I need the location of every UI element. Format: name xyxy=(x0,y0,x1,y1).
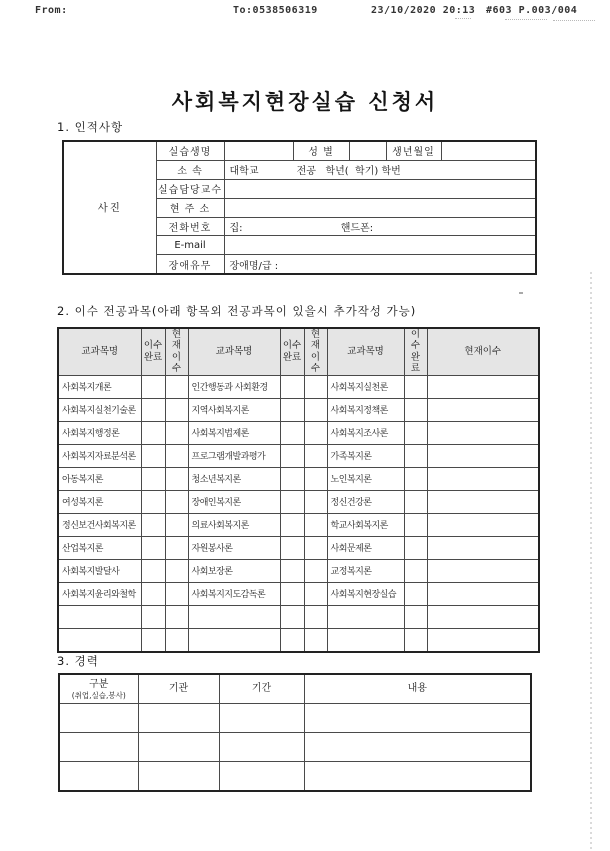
course-cell: 사회복지자료분석론 xyxy=(58,444,141,467)
gender-field xyxy=(349,141,386,160)
career-org-cell xyxy=(138,762,219,792)
personal-info-table xyxy=(62,140,537,275)
current-cell xyxy=(165,375,188,398)
current-cell xyxy=(165,398,188,421)
career-type-cell xyxy=(59,733,138,762)
completed-cell xyxy=(141,398,165,421)
subject-header: 교과목명 xyxy=(188,328,280,375)
course-cell: 프로그램개발과평가 xyxy=(188,444,280,467)
disability-label: 장애유무 xyxy=(156,255,224,274)
section3-heading: 3. 경력 xyxy=(57,654,99,668)
current-cell xyxy=(304,628,327,652)
completed-courses-table xyxy=(57,327,540,653)
subject-header: 교과목명 xyxy=(58,328,141,375)
course-cell: 정신건강론 xyxy=(327,490,404,513)
course-cell: 정신보건사회복지론 xyxy=(58,513,141,536)
completed-cell xyxy=(141,375,165,398)
completed-cell xyxy=(141,421,165,444)
career-period-cell xyxy=(219,704,304,733)
completed-cell xyxy=(141,444,165,467)
current-cell xyxy=(427,421,539,444)
affiliation-field: 대학교 전공 학년( 학기) 학번 xyxy=(224,160,536,179)
current-cell xyxy=(304,490,327,513)
completed-cell xyxy=(280,375,304,398)
current-cell xyxy=(165,605,188,628)
course-cell: 사회복지정책론 xyxy=(327,398,404,421)
course-cell: 여성복지론 xyxy=(58,490,141,513)
fax-from-label: From: xyxy=(35,5,68,16)
course-cell: 사회복지실천기술론 xyxy=(58,398,141,421)
career-content-cell xyxy=(304,733,531,762)
career-content-header: 내용 xyxy=(304,674,531,704)
completed-cell xyxy=(141,605,165,628)
completed-cell xyxy=(404,559,427,582)
current-cell xyxy=(304,375,327,398)
current-header: 현재이수 xyxy=(304,328,327,375)
current-header-wide: 현재이수 xyxy=(427,328,539,375)
course-row xyxy=(58,490,539,513)
career-content-cell xyxy=(304,762,531,792)
completed-cell xyxy=(404,398,427,421)
current-cell xyxy=(427,375,539,398)
section2-heading: 2. 이수 전공과목(아래 항목외 전공과목이 있을시 추가작성 가능) xyxy=(57,304,417,318)
course-row xyxy=(58,398,539,421)
current-cell xyxy=(165,467,188,490)
course-cell xyxy=(58,628,141,652)
current-cell xyxy=(304,559,327,582)
course-cell: 노인복지론 xyxy=(327,467,404,490)
completed-cell xyxy=(280,513,304,536)
career-row xyxy=(59,704,531,733)
gender-label: 성 별 xyxy=(293,141,349,160)
current-cell xyxy=(304,421,327,444)
career-org-header: 기관 xyxy=(138,674,219,704)
career-org-cell xyxy=(138,733,219,762)
course-cell: 학교사회복지론 xyxy=(327,513,404,536)
current-cell xyxy=(165,490,188,513)
course-cell: 사회복지윤리와철학 xyxy=(58,582,141,605)
completed-cell xyxy=(280,582,304,605)
career-period-cell xyxy=(219,733,304,762)
course-cell: 지역사회복지론 xyxy=(188,398,280,421)
course-row-empty xyxy=(58,628,539,652)
career-period-header: 기간 xyxy=(219,674,304,704)
completed-cell xyxy=(280,628,304,652)
career-type-header xyxy=(59,674,138,704)
fax-to-number: To:0538506319 xyxy=(233,5,318,16)
completed-cell xyxy=(141,490,165,513)
course-row xyxy=(58,421,539,444)
course-cell: 사회복지조사론 xyxy=(327,421,404,444)
fax-page-counter: #603 P.003/004 xyxy=(486,5,578,16)
completed-cell xyxy=(280,490,304,513)
completed-cell xyxy=(404,628,427,652)
phone-field xyxy=(224,217,536,236)
completed-cell xyxy=(280,444,304,467)
completed-cell xyxy=(280,605,304,628)
completed-cell xyxy=(404,582,427,605)
course-cell: 사회복지실천론 xyxy=(327,375,404,398)
current-cell xyxy=(427,444,539,467)
completed-cell xyxy=(141,536,165,559)
completed-cell xyxy=(404,467,427,490)
completed-cell xyxy=(404,490,427,513)
current-cell xyxy=(165,582,188,605)
photo-box: 사진 xyxy=(63,141,156,274)
course-cell xyxy=(188,628,280,652)
course-row xyxy=(58,375,539,398)
completed-cell xyxy=(404,421,427,444)
career-row xyxy=(59,733,531,762)
current-cell xyxy=(304,467,327,490)
email-label: E-mail xyxy=(156,236,224,255)
completed-cell xyxy=(141,559,165,582)
courses-header-row xyxy=(58,328,539,375)
birthdate-field xyxy=(441,141,536,160)
scan-artifact-dots xyxy=(505,19,547,20)
current-cell xyxy=(165,536,188,559)
scan-artifact-speck xyxy=(519,292,523,294)
course-cell xyxy=(58,605,141,628)
course-cell: 자원봉사론 xyxy=(188,536,280,559)
course-cell: 인간행동과 사회환경 xyxy=(188,375,280,398)
trainee-name-label: 실습생명 xyxy=(156,141,224,160)
course-cell xyxy=(188,605,280,628)
current-cell xyxy=(304,513,327,536)
course-row xyxy=(58,444,539,467)
completed-cell xyxy=(404,605,427,628)
current-cell xyxy=(165,559,188,582)
course-row xyxy=(58,536,539,559)
completed-cell xyxy=(404,444,427,467)
completed-cell xyxy=(404,536,427,559)
scan-artifact-dots xyxy=(455,18,471,19)
birthdate-label: 생년월일 xyxy=(386,141,441,160)
current-cell xyxy=(304,444,327,467)
career-table xyxy=(58,673,532,792)
scan-artifact-streak xyxy=(590,272,592,851)
current-cell xyxy=(304,582,327,605)
career-type-cell xyxy=(59,704,138,733)
completed-cell xyxy=(141,467,165,490)
current-cell xyxy=(165,628,188,652)
career-org-cell xyxy=(138,704,219,733)
completed-header: 이수완료 xyxy=(141,328,165,375)
course-cell: 사회복지법제론 xyxy=(188,421,280,444)
career-content-cell xyxy=(304,704,531,733)
phone-home-label: 집: xyxy=(229,223,243,234)
course-cell: 사회보장론 xyxy=(188,559,280,582)
completed-cell xyxy=(280,559,304,582)
course-cell xyxy=(327,605,404,628)
professor-label: 실습담당교수 xyxy=(156,179,224,198)
professor-field xyxy=(224,179,536,198)
course-row-empty xyxy=(58,605,539,628)
subject-header: 교과목명 xyxy=(327,328,404,375)
current-cell xyxy=(427,398,539,421)
address-field xyxy=(224,198,536,217)
phone-mobile-label: 핸드폰: xyxy=(340,223,374,234)
career-type-header-sub: (취업,실습,봉사) xyxy=(71,690,126,700)
completed-cell xyxy=(280,467,304,490)
current-cell xyxy=(427,559,539,582)
course-cell: 청소년복지론 xyxy=(188,467,280,490)
course-row xyxy=(58,467,539,490)
trainee-name-field xyxy=(224,141,293,160)
completed-cell xyxy=(141,628,165,652)
course-cell: 사회문제론 xyxy=(327,536,404,559)
current-cell xyxy=(427,490,539,513)
course-cell: 사회복지행정론 xyxy=(58,421,141,444)
course-cell: 가족복지론 xyxy=(327,444,404,467)
current-cell xyxy=(304,398,327,421)
completed-cell xyxy=(141,582,165,605)
course-row xyxy=(58,559,539,582)
current-cell xyxy=(427,536,539,559)
fax-datetime: 23/10/2020 20:13 xyxy=(371,5,476,16)
phone-label: 전화번호 xyxy=(156,217,224,236)
current-cell xyxy=(427,605,539,628)
career-row xyxy=(59,762,531,792)
current-cell xyxy=(304,605,327,628)
page-title: 사회복지현장실습 신청서 xyxy=(171,90,439,114)
course-cell: 사회복지개론 xyxy=(58,375,141,398)
current-cell xyxy=(165,421,188,444)
career-type-cell xyxy=(59,762,138,792)
course-cell xyxy=(327,628,404,652)
scan-artifact-dots xyxy=(553,20,595,21)
address-label: 현 주 소 xyxy=(156,198,224,217)
career-type-header-main: 구분 xyxy=(89,678,109,690)
course-cell: 교정복지론 xyxy=(327,559,404,582)
completed-header: 이수완료 xyxy=(404,328,427,375)
completed-cell xyxy=(280,398,304,421)
career-period-cell xyxy=(219,762,304,792)
current-cell xyxy=(165,444,188,467)
completed-cell xyxy=(404,513,427,536)
course-cell: 아동복지론 xyxy=(58,467,141,490)
completed-cell xyxy=(141,513,165,536)
current-cell xyxy=(304,536,327,559)
completed-cell xyxy=(280,536,304,559)
affiliation-label: 소 속 xyxy=(156,160,224,179)
disability-field: 장애명/급 : xyxy=(224,255,536,274)
completed-cell xyxy=(280,421,304,444)
career-header-row xyxy=(59,674,531,704)
course-cell: 사회복지지도감독론 xyxy=(188,582,280,605)
course-row xyxy=(58,513,539,536)
course-cell: 장애인복지론 xyxy=(188,490,280,513)
completed-header: 이수완료 xyxy=(280,328,304,375)
current-cell xyxy=(427,513,539,536)
current-cell xyxy=(427,582,539,605)
course-cell: 산업복지론 xyxy=(58,536,141,559)
completed-cell xyxy=(404,375,427,398)
current-cell xyxy=(427,628,539,652)
email-field xyxy=(224,236,536,255)
course-cell: 사회복지발달사 xyxy=(58,559,141,582)
course-cell: 의료사회복지론 xyxy=(188,513,280,536)
course-cell: 사회복지현장실습 xyxy=(327,582,404,605)
current-header: 현재이수 xyxy=(165,328,188,375)
current-cell xyxy=(427,467,539,490)
current-cell xyxy=(165,513,188,536)
course-row xyxy=(58,582,539,605)
section1-heading: 1. 인적사항 xyxy=(57,120,124,134)
